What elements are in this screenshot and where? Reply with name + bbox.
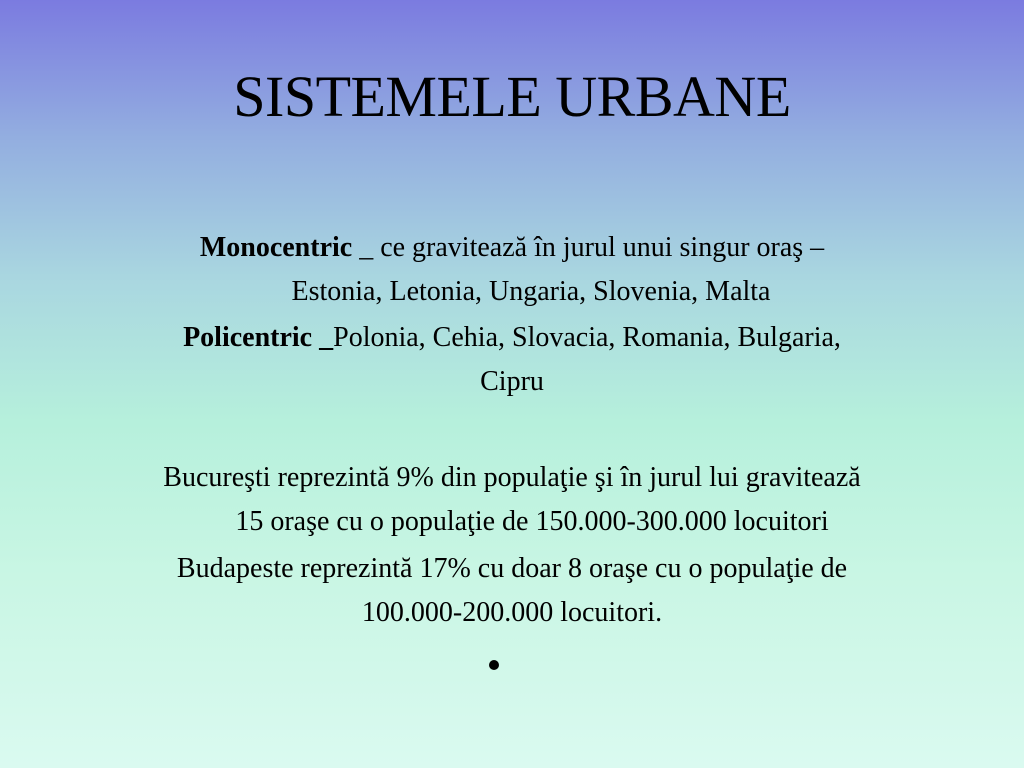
policentric-term: Policentric _ — [183, 322, 334, 353]
bucuresti-line-1: Bucureşti reprezintă 9% din populaţie şi în jurul lui gravitează — [163, 462, 861, 493]
budapesta-line-1: Budapeste reprezintă 17% cu doar 8 oraşe cu o populaţie de — [176, 553, 848, 584]
bucuresti-line-2: 15 oraşe cu o populaţie de 150.000-300.000 locuitori — [235, 506, 829, 537]
monocentric-paragraph — [0, 226, 1024, 314]
monocentric-description: _ ce gravitează în jurul unui singur oraş – — [352, 232, 825, 263]
policentric-line-1 — [0, 316, 1024, 360]
policentric-countries: Polonia, Cehia, Slovacia, Romania, Bulgaria, — [333, 322, 841, 353]
policentric-countries-cont: Cipru — [480, 366, 544, 397]
budapesta-line-2: 100.000-200.000 locuitori. — [361, 597, 663, 628]
policentric-paragraph — [0, 316, 1024, 404]
monocentric-line-1 — [0, 226, 1024, 270]
slide-title: SISTEMELE URBANE — [233, 64, 791, 129]
bucuresti-paragraph — [0, 456, 1024, 544]
budapesta-paragraph — [0, 547, 1024, 635]
bullet-dot-icon — [489, 660, 499, 670]
monocentric-countries: Estonia, Letonia, Ungaria, Slovenia, Malta — [291, 276, 771, 307]
monocentric-term: Monocentric — [199, 232, 353, 263]
